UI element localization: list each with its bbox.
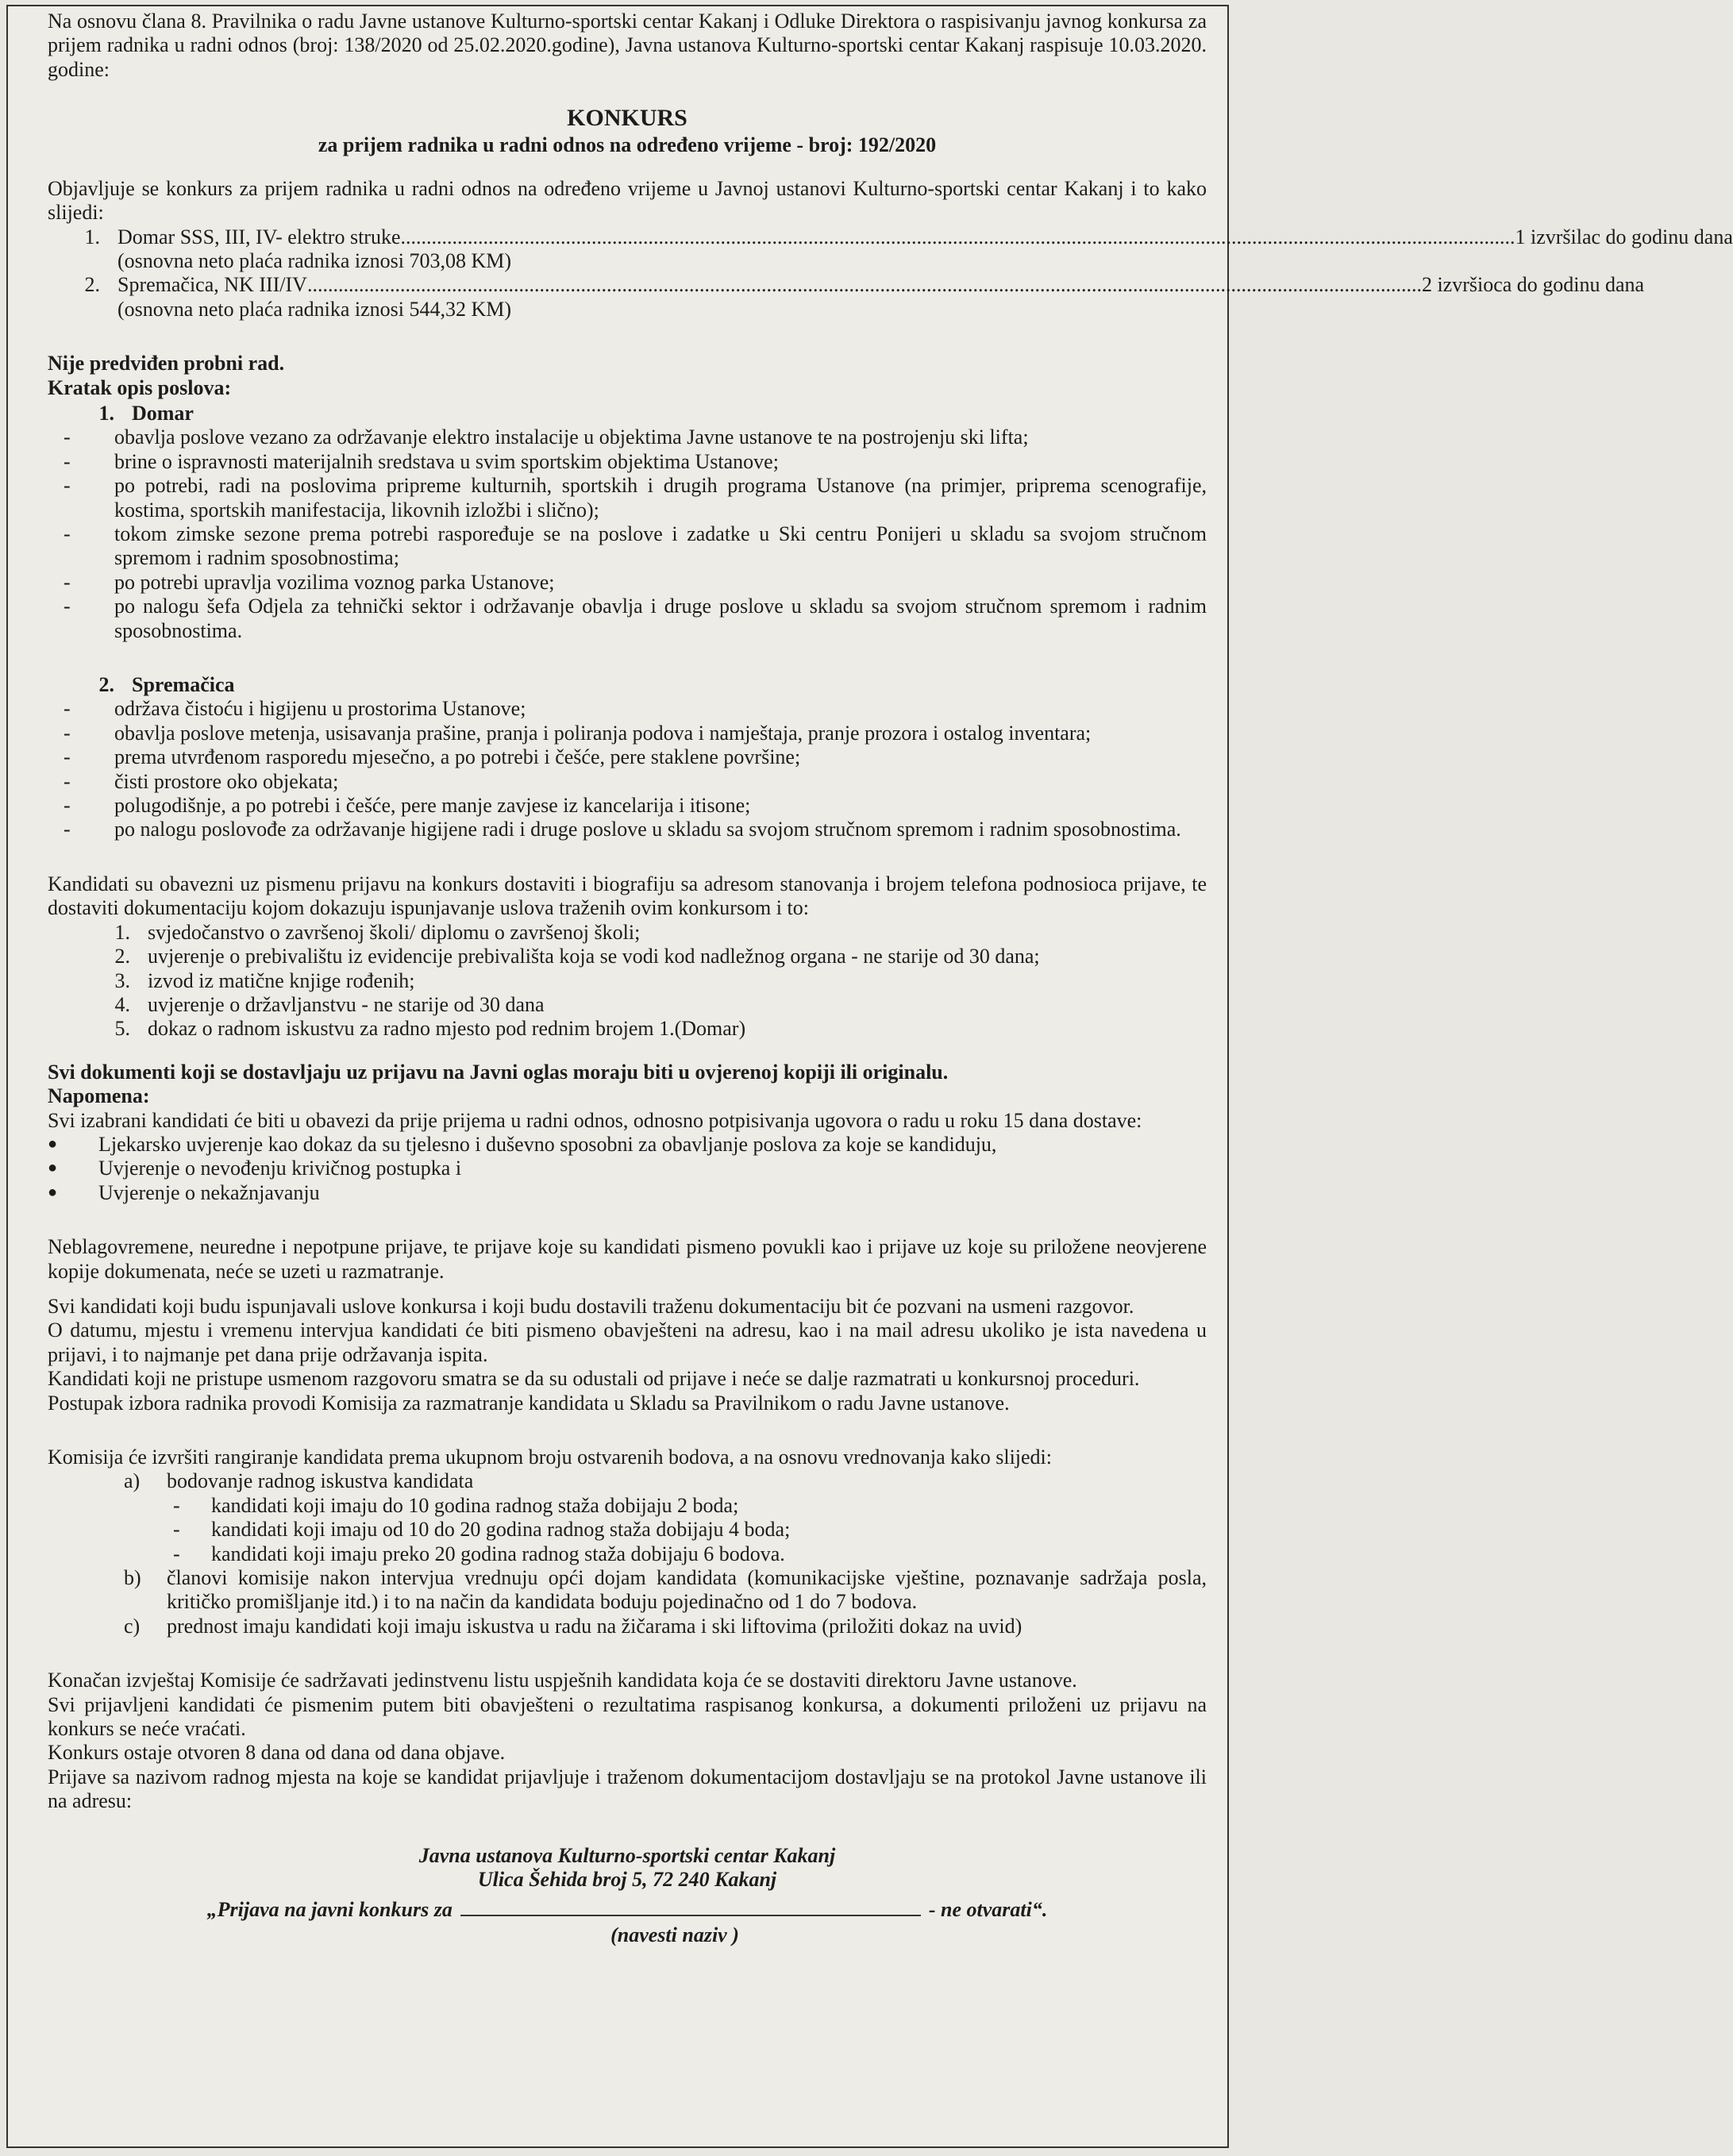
paragraph: O datumu, mjestu i vremenu intervjua kandidati će biti pismeno obavješteni na adresu, kao i na mail adresu ukoliko je ista navedena u prijavi, i to najmanje pet dana prije održavanja ispita. — [48, 1319, 1207, 1366]
position-salary: (osnovna neto plaća radnika iznosi 544,32 KM) — [117, 297, 512, 321]
list-item: - po potrebi, radi na poslovima pripreme kulturnih, sportskih i drugih programa Ustanove (na primjer, priprema scenografije, kostima, sportskih manifestacija, likovnih izložbi i slično); — [64, 474, 1207, 522]
list-item: - po potrebi upravlja vozilima voznog parka Ustanove; — [64, 570, 555, 594]
documents-list — [48, 921, 1207, 1041]
duties-list — [48, 697, 1207, 841]
napomena-text: Svi izabrani kandidati će biti u obavezi da prije prijema u radni odnos, odnosno potpisivanja ugovora o radu u roku 15 dana dostave: — [48, 1108, 1142, 1132]
position-item: 2. Spremačica, NK III/IV ..... 2 izvršioca do godinu dana (osnovna neto plaća radnika iznosi 544,32 KM) — [48, 273, 1207, 321]
list-item: 2. uvjerenje o prebivalištu iz evidencije prebivališta koja se vodi kod nadležnog organa - ne starije od 30 dana; — [114, 945, 1040, 968]
list-item: ● Ljekarsko uvjerenje kao dokaz da su tjelesno i duševno sposobni za obavljanje poslova za koje se kandiduju, — [48, 1132, 997, 1156]
position-name: Spremačica, NK III/IV — [117, 273, 307, 297]
napomena-list — [48, 1133, 1207, 1205]
paragraph: Prijave sa nazivom radnog mjesta na koje se kandidat prijavljuje i traženom dokumentacijom dostavljaju se na protokol Javne ustanove ili na adresu: — [48, 1765, 1207, 1813]
list-item: b) članovi komisije nakon intervjua vrednuju opći dojam kandidata (komunikacijske vještine, poznavanje sadržaja posla, kritičko promišljanje itd.) i to na način da kandidata boduju pojedinačno od 1 do 7 bodova. — [124, 1566, 1207, 1614]
ranking-intro: Komisija će izvršiti rangiranje kandidata prema ukupnom broju ostvarenih bodova, a na osnovu vrednovanja kako slijedi: — [48, 1446, 1052, 1469]
bullet-icon: ● — [48, 1134, 58, 1153]
section-title: Spremačica — [132, 673, 235, 697]
sub-list — [167, 1494, 1207, 1566]
bullet-icon: ● — [48, 1183, 58, 1201]
positions-list — [48, 225, 1733, 322]
probation-note: Nije predviđen probni rad. — [48, 352, 285, 375]
paragraph: Postupak izbora radnika provodi Komisija za razmatranje kandidata u Skladu sa Pravilnikom o radu Javne ustanove. — [48, 1391, 1010, 1415]
position-item: 1. Domar SSS, III, IV- elektro struke ..... 1 izvršilac do godinu dana (osnovna neto plaća radnika iznosi 703,08 KM) — [48, 225, 1207, 274]
list-item: - održava čistoću i higijenu u prostorima Ustanove; — [64, 697, 526, 721]
list-item: - kandidati koji imaju do 10 godina radnog staža dobijaju 2 boda; — [173, 1493, 739, 1517]
duties-list — [48, 425, 1207, 643]
paragraph: Kandidati koji ne pristupe usmenom razgovoru smatra se da su odustali od prijave i neće se dalje razmatrati u konkursnoj proceduri. — [48, 1367, 1140, 1391]
list-item: 1. svjedočanstvo o završenoj školi/ diplomu o završenoj školi; — [114, 920, 641, 944]
list-item: 3. izvod iz matične knjige rođenih; — [114, 968, 415, 992]
list-item: - čisti prostore oko objekata; — [64, 769, 339, 793]
paragraph: Svi prijavljeni kandidati će pismenim putem biti obavješteni o rezultatima raspisanog konkursa, a dokumenti priloženi uz prijavu na konkurs se neće vraćati. — [48, 1692, 1207, 1741]
blank-line — [460, 1897, 921, 1916]
list-item: - prema utvrđenom rasporedu mjesečno, a po potrebi i češće, pere staklene površine; — [64, 745, 801, 769]
list-item: 4. uvjerenje o državljanstvu - ne starije od 30 dana — [114, 992, 545, 1016]
envelope-label: „Prijava na javni konkurs za - ne otvarati“. — [206, 1897, 1048, 1921]
paragraph: Neblagovremene, neuredne i nepotpune prijave, te prijave koje su kandidati pismeno povukli kao i prijave uz koje su priložene neovjerene kopije dokumenata, neće se uzeti u razmatranje. — [48, 1235, 1207, 1283]
list-item: - po nalogu šefa Odjela za tehnički sektor i održavanje obavlja i druge poslove u skladu sa svojom stručnom spremom i radnim sposobnostima. — [64, 595, 1207, 642]
documents-note: Svi dokumenti koji se dostavljaju uz prijavu na Javni oglas moraju biti u ovjerenoj kopiji ili originalu. — [48, 1060, 949, 1084]
document-title: KONKURS — [567, 105, 687, 132]
list-item: - obavlja poslove metenja, usisavanja prašine, pranja i poliranja podova i namještaja, pranje prozora i ostalog inventara; — [64, 721, 1092, 745]
list-item: - obavlja poslove vezano za održavanje elektro instalacije u objektima Javne ustanove te na postrojenju ski lifta; — [64, 425, 1029, 449]
napomena-label: Napomena: — [48, 1084, 150, 1108]
section-title: Domar — [132, 401, 194, 425]
position-quantity: 2 izvršioca do godinu dana — [1421, 273, 1645, 297]
documents-intro: Kandidati su obavezni uz pismenu prijavu na konkurs dostaviti i biografiju sa adresom stanovanja i brojem telefona podnosioca prijave, te dostaviti dokumentaciju kojom dokazuju ispunjavanje uslova traženih ovim konkursom i to: — [48, 872, 1207, 920]
list-item: - kandidati koji imaju preko 20 godina radnog staža dobijaju 6 bodova. — [173, 1542, 785, 1565]
address-line-1: Javna ustanova Kulturno-sportski centar Kakanj — [418, 1843, 836, 1867]
section-spremacica: 2. Spremačica - održava čistoću i higijenu u prostorima Ustanove; - obavlja poslove metenja, usisavanja prašine, pranja i poliranja podova i namještaja, pranje prozora i ostalog inventara; - prema utvrđenom rasporedu mjesečno, a po potrebi i češće, pere staklene površine; - čisti prostore oko objekata; - polugodišnje, a po potrebi i češće, pere manje zavjese iz kancelarija i itisone; - po nalogu poslovođe za održavanje higijene radi i druge poslove u skladu sa svojom stručnom spremom i radnim sposobnostima. — [48, 673, 1207, 842]
paragraph: Svi kandidati koji budu ispunjavali uslove konkursa i koji budu dostavili traženu dokumentaciju bit će pozvani na usmeni razgovor. — [48, 1294, 1134, 1318]
list-item: - tokom zimske sezone prema potrebi raspoređuje se na poslove i zadatke u Ski centru Ponijeri u skladu sa svojom stručnom spremom i radnim sposobnostima; — [64, 522, 1207, 570]
position-name: Domar SSS, III, IV- elektro struke — [117, 225, 401, 248]
position-quantity: 1 izvršilac do godinu dana — [1515, 225, 1733, 248]
paragraph: Konačan izvještaj Komisije će sadržavati jedinstvenu listu uspješnih kandidata koja će se dostaviti direktoru Javne ustanove. — [48, 1669, 1077, 1692]
section-domar: 1. Domar - obavlja poslove vezano za održavanje elektro instalacije u objektima Javne ustanove te na postrojenju ski lifta; - brine o ispravnosti materijalnih sredstava u svim sportskim objektima Ustanove; - po potrebi, radi na poslovima pripreme kulturnih, sportskih i drugih programa Ustanove (na primjer, priprema scenografije, kostima, sportskih manifestacija, likovnih izložbi i slično); - tokom zimske sezone prema potrebi raspoređuje se na poslove i zadatke u Ski centru Ponijeri u skladu sa svojom stručnom spremom i radnim sposobnostima; - po potrebi upravlja vozilima voznog parka Ustanove; - po nalogu šefa Odjela za tehnički sektor i održavanje obavlja i druge poslove u skladu sa svojom stručnom spremom i radnim sposobnostima. — [48, 402, 1207, 643]
list-item: - brine o ispravnosti materijalnih sredstava u svim sportskim objektima Ustanove; — [64, 449, 779, 473]
document-subtitle: za prijem radnika u radni odnos na određeno vrijeme - broj: 192/2020 — [318, 133, 937, 157]
ranking-list — [48, 1469, 1207, 1638]
intro-paragraph: Na osnovu člana 8. Pravilnika o radu Javne ustanove Kulturno-sportski centar Kakanj i Odluke Direktora o raspisivanju javnog konkursa za prijem radnika u radni odnos (broj: 138/2020 od 25.02.2020.godine), Javna ustanova Kulturno-sportski centar Kakanj raspisuje 10.03.2020. godine: — [48, 10, 1207, 81]
announce-paragraph: Objavljuje se konkurs za prijem radnika u radni odnos na određeno vrijeme u Javnoj ustanovi Kulturno-sportski centar Kakanj i to kako slijedi: — [48, 176, 1207, 225]
job-announcement — [6, 5, 1733, 2148]
paragraph: Konkurs ostaje otvoren 8 dana od dana od dana objave. — [48, 1741, 506, 1765]
list-item: a) bodovanje radnog iskustva kandidata - kandidati koji imaju do 10 godina radnog staža dobijaju 2 boda; - kandidati koji imaju od 10 do 20 godina radnog staža dobijaju 4 boda; - kandidati koji imaju preko 20 godina radnog staža dobijaju 6 bodova. — [48, 1469, 1207, 1566]
duties-heading: Kratak opis poslova: — [48, 375, 232, 399]
list-item: - kandidati koji imaju od 10 do 20 godina radnog staža dobijaju 4 boda; — [173, 1518, 791, 1542]
list-item: c) prednost imaju kandidati koji imaju iskustva u radu na žičarama i ski liftovima (priložiti dokaz na uvid) — [124, 1614, 1022, 1638]
bullet-icon: ● — [48, 1159, 58, 1177]
list-item: ● Uvjerenje o nevođenju krivičnog postupka i — [48, 1157, 462, 1180]
list-item: ● Uvjerenje o nekažnjavanju — [48, 1180, 320, 1204]
position-salary: (osnovna neto plaća radnika iznosi 703,08 KM) — [117, 248, 512, 272]
list-item: 5. dokaz o radnom iskustvu za radno mjesto pod rednim brojem 1.(Domar) — [114, 1017, 746, 1041]
address-line-2: Ulica Šehida broj 5, 72 240 Kakanj — [477, 1868, 777, 1892]
list-item: - polugodišnje, a po potrebi i češće, pere manje zavjese iz kancelarija i itisone; — [64, 794, 751, 818]
list-item: - po nalogu poslovođe za održavanje higijene radi i druge poslove u skladu sa svojom stručnom spremom i radnim sposobnostima. — [64, 818, 1181, 841]
naziv-hint: (navesti naziv ) — [610, 1923, 739, 1946]
